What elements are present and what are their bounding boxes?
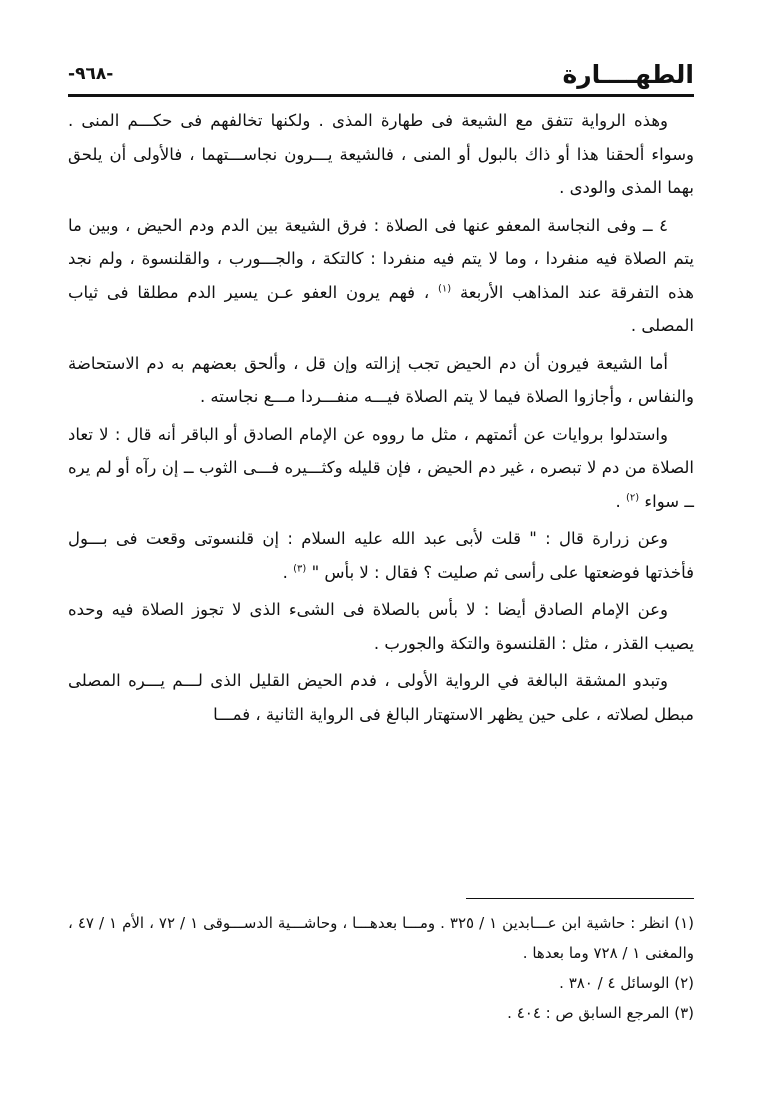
paragraph: ٤ ــ وفى النجاسة المعفو عنها فى الصلاة : فرق الشيعة بين الدم ودم الحيض ، وبين ما يتم الصلاة فيه منفردا ، وما لا يتم فيه منفردا : كالتكة ، والجـــورب ، والقلنسوة ، ولم نجد هذه التفرقة عند المذاهب الأربعة $^{(١)}$ ، فهم يرون العفو عـن يسير الدم مطلقا فى ثياب المصلى . [68,215,695,335]
paragraph: أما الشيعة فيرون أن دم الحيض تجب إزالته وإن قل ، وألحق بعضهم به دم الاستحاضة والنفاس ، وأجازوا الصلاة فيما لا يتم الصلاة فيـــه منفـــردا مـــع نجاسته . [68,353,694,406]
paragraph: وعن زرارة قال : " قلت لأبى عبد الله عليه السلام : إن قلنسوتى وقعت فى بـــول فأخذتها فوضعتها على رأسى ثم صليت ؟ فقال : لا بأس " $^{(٣)}$ . [68,529,694,582]
paragraph: وتبدو المشقة البالغة في الرواية الأولى ، فدم الحيض القليل الذى لـــم يـــره المصلى مبطل لصلاته ، على حين يظهر الاستهتار البالغ فى الرواية الثانية ، فمـــا [68,671,694,724]
running-header [68,58,694,94]
chapter-title: الطهــــارة [562,60,694,89]
footnote-marker: (٢) [625,492,640,503]
main-text [68,104,694,735]
footnotes [68,908,694,1028]
paragraph: واستدلوا بروايات عن أئمتهم ، مثل ما رووه عن الإمام الصادق أو الباقر أنه قال : لا تعاد الصلاة من دم لا تبصره ، غير دم الحيض ، فإن قليله وكثـــيره فـــى الثوب ــ إن رآه أو لم يره ــ سواء $^{(٢)}$ . [68,424,694,511]
paragraph: وعن الإمام الصادق أيضا : لا بأس بالصلاة فى الشىء الذى لا تجوز الصلاة فيه وحده يصيب القذر ، مثل : القلنسوة والتكة والجورب . [68,600,694,653]
footnote: (٣) المرجع السابق ص : ٤٠٤ . [507,1004,694,1022]
footnote-divider [466,898,694,899]
footnote-marker: (١) [437,283,452,294]
header-divider [68,94,694,97]
footnote: (٢) الوسائل ٤ / ٣٨٠ . [559,974,694,992]
footnote: (١) انظر : حاشية ابن عـــابدين ١ / ٣٢٥ . ومـــا بعدهـــا ، وحاشـــية الدســـوقى ١ / ٧٢ ، الأم ١ / ٤٧ ، والمغنى ١ / ٧٢٨ وما بعدها . [68,914,694,962]
footnote-marker: (٣) [293,563,307,574]
paragraph: وهذه الرواية تتفق مع الشيعة فى طهارة المذى . ولكنها تخالفهم فى حكـــم المنى . وسواء ألحقنا هذا أو ذاك بالبول أو المنى ، فالشيعة يـــرون نجاســـتهما ، فالأولى أن يلحق بهما المذى والودى . [68,111,694,197]
page-number: -٩٦٨- [68,64,114,84]
